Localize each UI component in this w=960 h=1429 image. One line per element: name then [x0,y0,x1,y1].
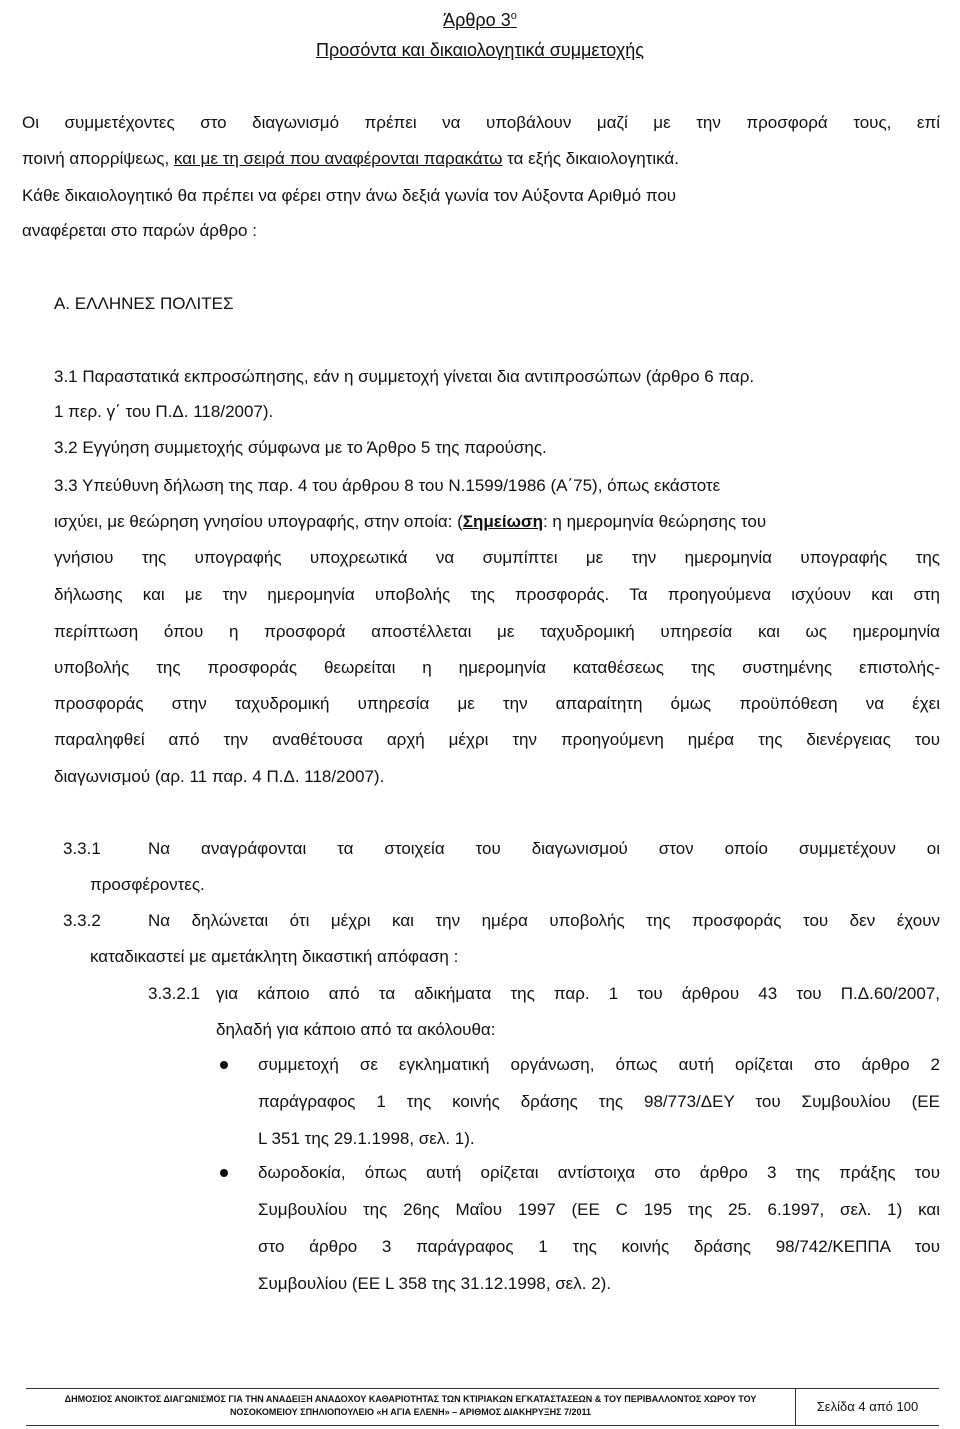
item-3-3-line-4: δήλωσης και με την ημερομηνία υποβολής της προσφοράς. Τα προηγούμενα ισχύουν και στη [54,585,940,604]
item-3-3-1-number: 3.3.1 [63,839,101,858]
bullet-2-line-4: Συμβουλίου (ΕΕ L 358 της 31.12.1998, σελ. 2). [258,1274,612,1293]
article-heading [0,4,960,32]
bullet-2-line-3: στο άρθρο 3 παράγραφος 1 της κοινής δράσης 98/742/ΚΕΠΠΑ του [258,1237,940,1256]
item-3-3-1-line-2: προσφέροντες. [90,875,205,894]
item-3-3-2-1-line-1: για κάποιο από τα αδικήματα της παρ. 1 του άρθρου 43 του Π.Δ.60/2007, [216,984,940,1003]
item-3-2: 3.2 Εγγύηση συμμετοχής σύμφωνα με το Άρθρο 5 της παρούσης. [54,438,547,457]
item-3-3-2-1-number: 3.3.2.1 [148,984,200,1003]
article-subtitle-text: Προσόντα και δικαιολογητικά συμμετοχής [316,40,644,60]
bullet-1-line-3: L 351 της 29.1.1998, σελ. 1). [258,1129,475,1148]
article-word: Άρθρο 3 [443,10,511,30]
item-3-3-2-line-2: καταδικαστεί με αμετάκλητη δικαστική απόφαση : [90,947,459,966]
item-3-1-line-1: 3.1 Παραστατικά εκπροσώπησης, εάν η συμμετοχή γίνεται δια αντιπροσώπων (άρθρο 6 παρ. [54,367,755,386]
item-3-3-line-2a: ισχύει, με θεώρηση γνησίου υπογραφής, στην οποία: ( [54,512,463,531]
intro-line-2 [22,148,679,170]
item-3-3-line-6: υποβολής της προσφοράς θεωρείται η ημερομηνία καταθέσεως της συστημένης επιστολής- [54,658,940,677]
item-3-3-line-7: προσφοράς στην ταχυδρομική υπηρεσία με την απαραίτητη όμως προϋπόθεση να έχει [54,694,940,713]
item-3-3-line-9: διαγωνισμού (αρ. 11 παρ. 4 Π.Δ. 118/2007). [54,767,385,786]
item-3-3-2-1-line-2: δηλαδή για κάποιο από τα ακόλουθα: [216,1020,496,1039]
bullet-icon [220,1169,228,1177]
footer-tender-title [26,1389,796,1425]
note-label: Σημείωση [462,512,543,531]
intro-line-2a: ποινή απορρίψεως, [22,149,174,168]
item-3-3-2-line-1: Να δηλώνεται ότι μέχρι και την ημέρα υποβολής της προσφοράς του δεν έχουν [148,911,940,930]
item-3-3-line-3: γνήσιου της υπογραφής υποχρεωτικά να συμπίπτει με την ημερομηνία υπογραφής της [54,548,940,567]
footer-line-2: ΝΟΣΟΚΟΜΕΙΟΥ ΣΠΗΛΙΟΠΟΥΛΕΙΟ «Η ΑΓΙΑ ΕΛΕΝΗ» – ΑΡΙΘΜΟΣ ΔΙΑΚΗΡΥΞΗΣ 7/2011 [229,1407,592,1417]
item-3-3-1-line-1: Να αναγράφονται τα στοιχεία του διαγωνισμού στον οποίο συμμετέχουν οι [148,839,940,858]
footer-line-1: ΔΗΜΟΣΙΟΣ ΑΝΟΙΚΤΟΣ ΔΙΑΓΩΝΙΣΜΟΣ ΓΙΑ ΤΗΝ ΑΝΑΔΕΙΞΗ ΑΝΑΔΟΧΟΥ ΚΑΘΑΡΙΟΤΗΤΑΣ ΤΩΝ ΚΤΙΡΙΑΚΩΝ ΕΓΚΑΤΑΣΤΑΣΕΩΝ & ΤΟΥ ΠΕΡΙΒΑΛΛΟΝΤΟΣ ΧΩΡΟΥ ΤΟΥ [64,1394,757,1404]
item-3-3-line-2c: : η ημερομηνία θεώρησης του [542,512,767,531]
footer-page-number: Σελίδα 4 από 100 [816,1399,919,1414]
bullet-1-line-1: συμμετοχή σε εγκληματική οργάνωση, όπως αυτή ορίζεται στο άρθρο 2 [258,1055,940,1074]
intro-line-2c: τα εξής δικαιολογητικά. [502,149,679,168]
bullet-2-line-1: δωροδοκία, όπως αυτή ορίζεται αντίστοιχα στο άρθρο 3 της πράξης του [258,1163,940,1182]
item-3-3-line-5: περίπτωση όπου η προσφορά αποστέλλεται με ταχυδρομική υπηρεσία και ως ημερομηνία [54,622,940,641]
intro-line-2b: και με τη σειρά που αναφέρονται παρακάτω [173,149,503,168]
intro-line-4: αναφέρεται στο παρών άρθρο : [22,221,257,240]
item-3-3-line-8: παραληφθεί από την αναθέτουσα αρχή μέχρι την προηγούμενη ημέρα της διενέργειας του [54,730,940,749]
article-superscript: ο [510,10,517,22]
bullet-1-line-2: παράγραφος 1 της κοινής δράσης της 98/773/ΔΕΥ του Συμβουλίου (ΕΕ [258,1092,940,1111]
item-3-1-line-2: 1 περ. γ΄ του Π.Δ. 118/2007). [54,402,274,421]
section-a-heading: Α. ΕΛΛΗΝΕΣ ΠΟΛΙΤΕΣ [54,294,234,313]
bullet-icon [220,1061,228,1069]
page-footer [26,1388,939,1426]
item-3-3-2-number: 3.3.2 [63,911,101,930]
item-3-3-line-2 [54,511,766,533]
bullet-2-line-2: Συμβουλίου της 26ης Μαΐου 1997 (ΕΕ C 195 της 25. 6.1997, σελ. 1) και [258,1200,940,1219]
article-subtitle [0,38,960,62]
item-3-3-line-1: 3.3 Υπεύθυνη δήλωση της παρ. 4 του άρθρου 8 του Ν.1599/1986 (Α΄75), όπως εκάστοτε [54,476,721,495]
intro-line-3: Κάθε δικαιολογητικό θα πρέπει να φέρει στην άνω δεξιά γωνία τον Αύξοντα Αριθμό που [22,186,677,205]
intro-line-1: Οι συμμετέχοντες στο διαγωνισμό πρέπει να υποβάλουν μαζί με την προσφορά τους, επί [22,113,940,132]
